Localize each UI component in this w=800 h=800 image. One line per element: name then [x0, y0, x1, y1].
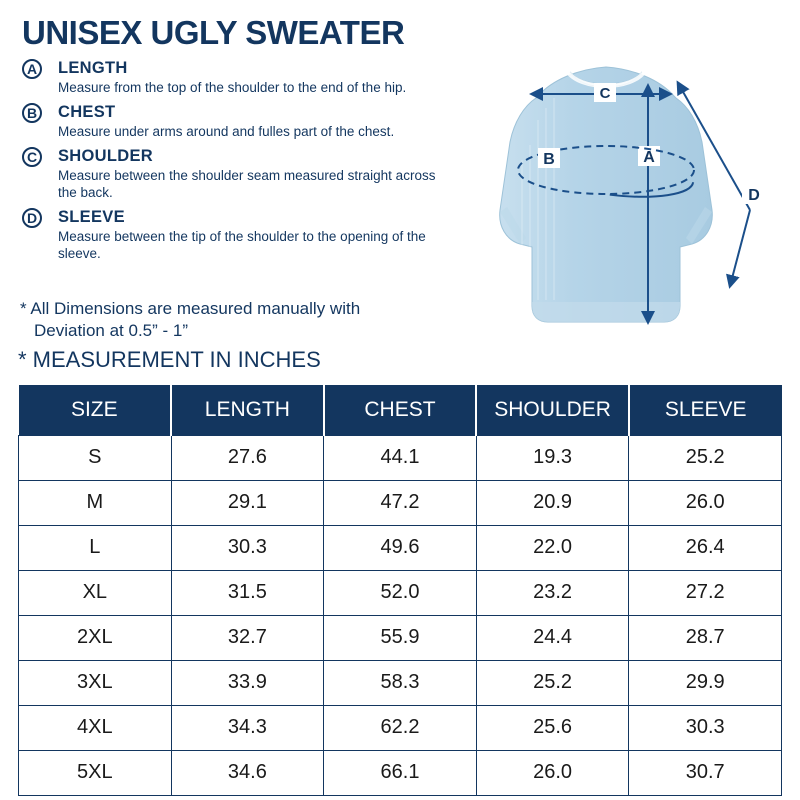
badge-d-icon: D: [22, 208, 42, 228]
legend-desc-sleeve: Measure between the tip of the shoulder to the opening of the sleeve.: [58, 229, 426, 261]
deviation-note: [20, 298, 440, 342]
cell-shoulder: 22.0: [476, 525, 629, 570]
cell-chest: 44.1: [324, 435, 477, 480]
legend-label-sleeve: SLEEVE: [58, 208, 125, 226]
legend-item-shoulder: [22, 146, 452, 201]
cell-size: M: [19, 480, 172, 525]
table-row: [19, 705, 782, 750]
cell-size: XL: [19, 570, 172, 615]
size-table: [18, 385, 782, 796]
cell-size: 3XL: [19, 660, 172, 705]
size-table-wrapper: [18, 385, 782, 796]
legend-label-chest: CHEST: [58, 103, 116, 121]
measurement-legend: [22, 58, 452, 268]
table-row: [19, 660, 782, 705]
table-row: [19, 750, 782, 795]
deviation-note-line2: Deviation at 0.5” - 1”: [34, 321, 189, 340]
cell-chest: 47.2: [324, 480, 477, 525]
cell-sleeve: 25.2: [629, 435, 782, 480]
column-header-sleeve: SLEEVE: [629, 385, 782, 435]
cell-size: 5XL: [19, 750, 172, 795]
badge-c-icon: C: [22, 147, 42, 167]
cell-size: 4XL: [19, 705, 172, 750]
table-row: [19, 570, 782, 615]
table-row: [19, 525, 782, 570]
cell-shoulder: 20.9: [476, 480, 629, 525]
cell-length: 30.3: [171, 525, 324, 570]
measurement-unit-note: * MEASUREMENT IN INCHES: [18, 347, 321, 372]
legend-desc-shoulder: Measure between the shoulder seam measured straight across the back.: [58, 168, 436, 200]
table-row: [19, 480, 782, 525]
cell-sleeve: 29.9: [629, 660, 782, 705]
column-header-shoulder: SHOULDER: [476, 385, 629, 435]
cell-shoulder: 26.0: [476, 750, 629, 795]
cell-length: 32.7: [171, 615, 324, 660]
cell-sleeve: 30.3: [629, 705, 782, 750]
cell-length: 31.5: [171, 570, 324, 615]
legend-label-shoulder: SHOULDER: [58, 147, 153, 165]
cell-sleeve: 26.4: [629, 525, 782, 570]
legend-desc-length: Measure from the top of the shoulder to the end of the hip.: [58, 80, 407, 95]
cell-chest: 58.3: [324, 660, 477, 705]
cell-sleeve: 27.2: [629, 570, 782, 615]
page-title: UNISEX UGLY SWEATER: [22, 14, 405, 51]
column-header-length: LENGTH: [171, 385, 324, 435]
cell-shoulder: 25.2: [476, 660, 629, 705]
cell-size: 2XL: [19, 615, 172, 660]
column-header-size: SIZE: [19, 385, 172, 435]
svg-text:D: D: [748, 187, 760, 204]
cell-length: 29.1: [171, 480, 324, 525]
cell-sleeve: 28.7: [629, 615, 782, 660]
deviation-note-line1: * All Dimensions are measured manually with: [20, 299, 361, 318]
cell-length: 34.3: [171, 705, 324, 750]
cell-shoulder: 25.6: [476, 705, 629, 750]
legend-item-sleeve: [22, 207, 452, 262]
sweater-illustration: [430, 50, 790, 350]
table-row: [19, 615, 782, 660]
cell-size: S: [19, 435, 172, 480]
cell-chest: 52.0: [324, 570, 477, 615]
cell-sleeve: 30.7: [629, 750, 782, 795]
cell-sleeve: 26.0: [629, 480, 782, 525]
cell-chest: 49.6: [324, 525, 477, 570]
cell-chest: 66.1: [324, 750, 477, 795]
legend-label-length: LENGTH: [58, 59, 128, 77]
badge-a-icon: A: [22, 59, 42, 79]
svg-text:C: C: [599, 85, 611, 102]
table-header-row: [19, 385, 782, 435]
column-header-chest: CHEST: [324, 385, 477, 435]
cell-chest: 55.9: [324, 615, 477, 660]
table-row: [19, 435, 782, 480]
svg-text:A: A: [643, 149, 655, 166]
cell-chest: 62.2: [324, 705, 477, 750]
legend-desc-chest: Measure under arms around and fulles part of the chest.: [58, 124, 395, 139]
cell-length: 34.6: [171, 750, 324, 795]
cell-shoulder: 23.2: [476, 570, 629, 615]
cell-shoulder: 24.4: [476, 615, 629, 660]
svg-text:B: B: [543, 151, 555, 168]
legend-item-length: [22, 58, 452, 96]
badge-b-icon: B: [22, 103, 42, 123]
legend-item-chest: [22, 102, 452, 140]
cell-length: 33.9: [171, 660, 324, 705]
cell-length: 27.6: [171, 435, 324, 480]
cell-shoulder: 19.3: [476, 435, 629, 480]
cell-size: L: [19, 525, 172, 570]
